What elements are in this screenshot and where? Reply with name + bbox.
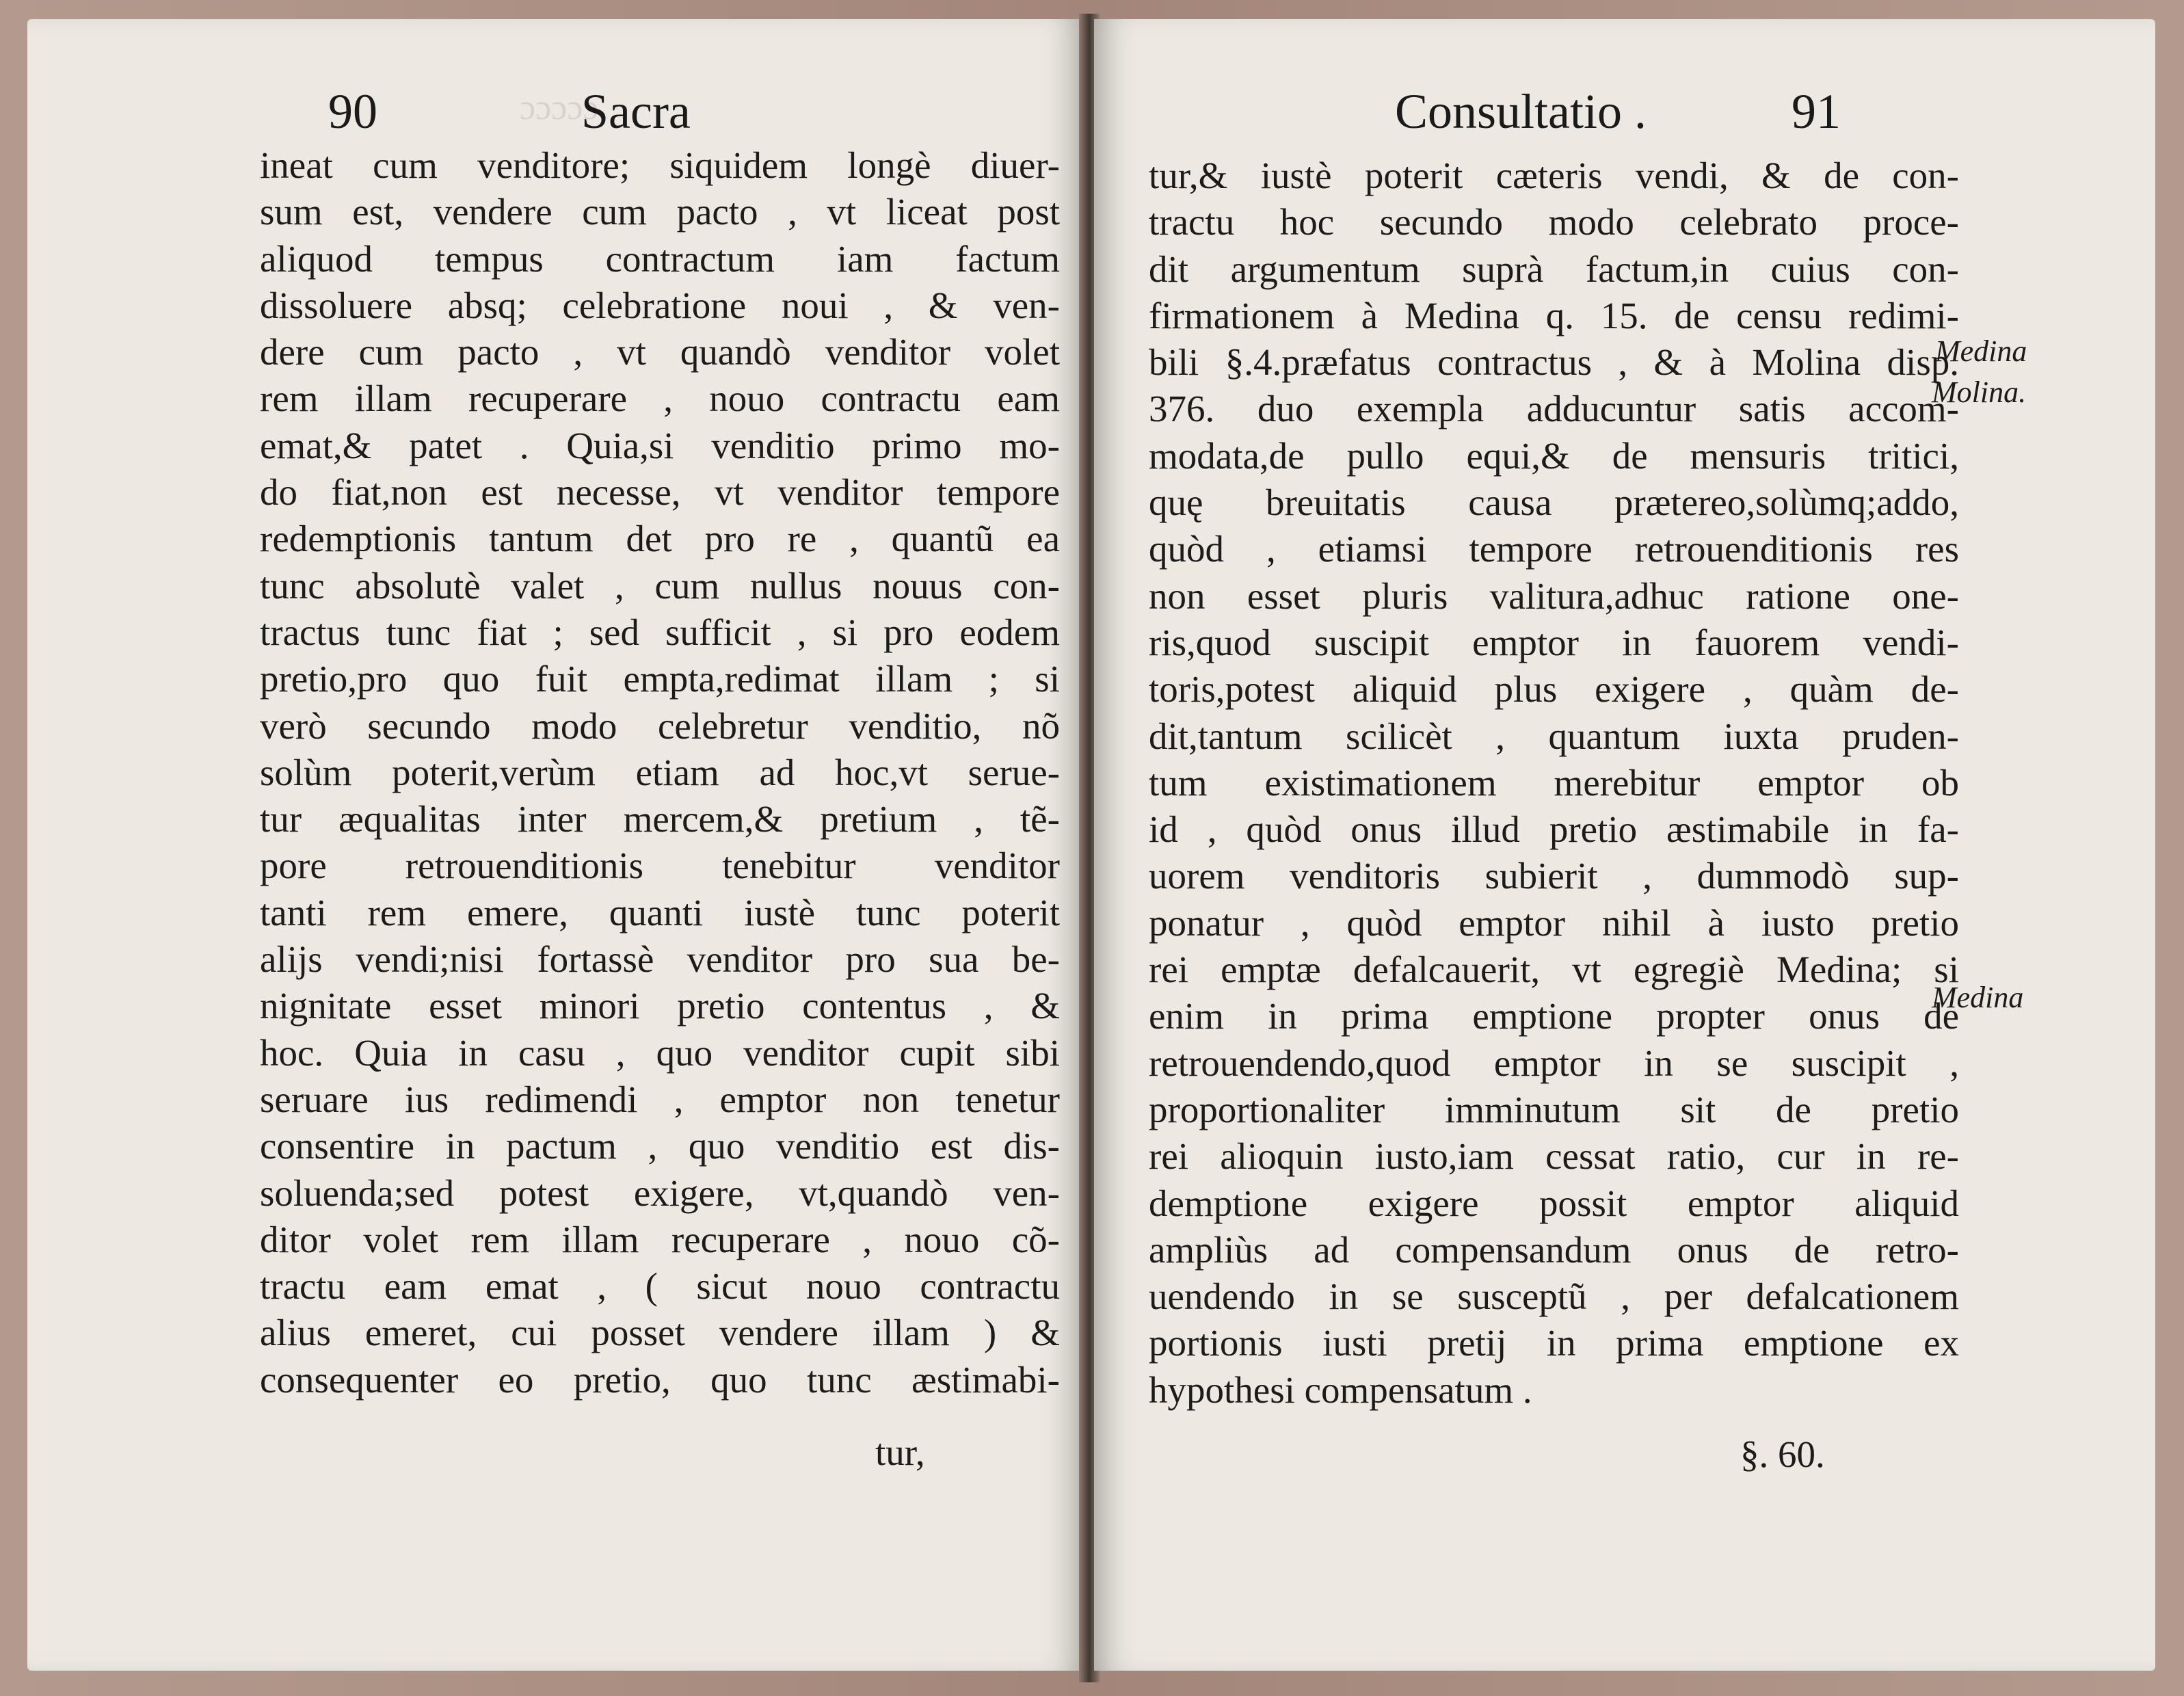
text-line: tum existimationem merebitur emptor ob <box>1149 761 1959 804</box>
text-line: rei alioquin iusto,iam cessat ratio, cur in re- <box>1149 1135 1959 1178</box>
left-page <box>27 19 1084 1671</box>
text-line: sum est, vendere cum pacto , vt liceat post <box>260 191 1060 233</box>
text-line: hoc. Quia in casu , quo venditor cupit sibi <box>260 1031 1060 1074</box>
text-line: dit,tantum scilicèt , quantum iuxta pruden- <box>1149 715 1959 757</box>
right-running-head: Consultatio . <box>1395 84 1647 139</box>
text-line: consentire in pactum , quo venditio est dis- <box>260 1125 1060 1167</box>
text-line: dissoluere absq; celebratione noui , & ven- <box>260 284 1060 326</box>
text-line: consequenter eo pretio, quo tunc æstimabi- <box>260 1358 1060 1401</box>
text-line: rem illam recuperare , nouo contractu eam <box>260 377 1060 420</box>
text-line: tur æqualitas inter mercem,& pretium , tẽ- <box>260 798 1060 840</box>
text-line: tractu eam emat , ( sicut nouo contractu <box>260 1265 1060 1308</box>
text-line: ditor volet rem illam recuperare , nouo cõ- <box>260 1218 1060 1260</box>
text-line: alius emeret, cui posset vendere illam ) & <box>260 1312 1060 1354</box>
text-line: dit argumentum suprà factum,in cuius con- <box>1149 248 1959 290</box>
text-line: tractu hoc secundo modo celebrato proce- <box>1149 201 1959 243</box>
margin-note-medina: Medina <box>1935 334 2027 368</box>
text-line: soluenda;sed potest exigere, vt,quandò ven- <box>260 1171 1060 1214</box>
text-line: seruare ius redimendi , emptor non tenetur <box>260 1078 1060 1120</box>
text-line: non esset pluris valitura,adhuc ratione one- <box>1149 574 1959 617</box>
text-line: tunc absolutè valet , cum nullus nouus con- <box>260 564 1060 607</box>
text-line: solùm poterit,verùm etiam ad hoc,vt serue- <box>260 751 1060 793</box>
text-line: enim in prima emptione propter onus de <box>1149 995 1959 1037</box>
text-line: uorem venditoris subierit , dummodò sup- <box>1149 855 1959 897</box>
right-text-block <box>1149 153 1959 1414</box>
text-line: redemptionis tantum det pro re , quantũ ea <box>260 518 1060 560</box>
text-line: nignitate esset minori pretio contentus , & <box>260 985 1060 1027</box>
text-line: bili §.4.præfatus contractus , & à Molina disp. <box>1149 341 1959 384</box>
text-line: verò secundo modo celebretur venditio, nõ <box>260 704 1060 747</box>
text-line: do fiat,non est necesse, vt venditor tempore <box>260 471 1060 514</box>
right-page <box>1094 19 2155 1671</box>
text-line: alijs vendi;nisi fortassè venditor pro sua be- <box>260 938 1060 981</box>
text-line: rei emptæ defalcauerit, vt egregiè Medina; si <box>1149 949 1959 991</box>
text-line: tractus tunc fiat ; sed sufficit , si pro eodem <box>260 611 1060 653</box>
text-line: 376. duo exempla adducuntur satis accom- <box>1149 388 1959 430</box>
left-text-block <box>260 142 1060 1403</box>
left-running-head: Sacra <box>581 84 691 139</box>
text-line: aliquod tempus contractum iam factum <box>260 237 1060 280</box>
text-line: pore retrouenditionis tenebitur venditor <box>260 845 1060 887</box>
text-line: uendendo in se susceptũ , per defalcationem <box>1149 1275 1959 1318</box>
text-line: pretio,pro quo fuit empta,redimat illam ; si <box>260 658 1060 700</box>
text-line: quę breuitatis causa prætereo,solùmq;addo, <box>1149 481 1959 524</box>
text-line: quòd , etiamsi tempore retrouenditionis res <box>1149 528 1959 570</box>
right-page-number: 91 <box>1792 84 1841 139</box>
text-line: emat,& patet . Quia,si venditio primo mo- <box>260 424 1060 466</box>
text-line: modata,de pullo equi,& de mensuris tritici, <box>1149 434 1959 477</box>
text-line: ampliùs ad compensandum onus de retro- <box>1149 1228 1959 1271</box>
text-line: ineat cum venditore; siquidem longè diuer- <box>260 144 1060 186</box>
text-line: demptione exigere possit emptor aliquid <box>1149 1182 1959 1224</box>
text-line: retrouendendo,quod emptor in se suscipit , <box>1149 1042 1959 1084</box>
text-line: dere cum pacto , vt quandò venditor volet <box>260 331 1060 373</box>
left-catchword: tur, <box>875 1431 925 1473</box>
text-line: tur,& iustè poterit cæteris vendi, & de con- <box>1149 155 1959 196</box>
text-line: id , quòd onus illud pretio æstimabile in fa- <box>1149 808 1959 851</box>
text-line: ris,quod suscipit emptor in fauorem vendi- <box>1149 621 1959 663</box>
bleed-through: ɔɔɔɔɔ <box>520 88 599 127</box>
text-line: portionis iusti pretij in prima emptione ex <box>1149 1322 1959 1364</box>
text-line: tanti rem emere, quanti iustè tunc poterit <box>260 891 1060 933</box>
margin-note-molina: Molina. <box>1932 375 2027 409</box>
text-line: proportionaliter imminutum sit de pretio <box>1149 1088 1959 1130</box>
text-line: ponatur , quòd emptor nihil à iusto pretio <box>1149 901 1959 944</box>
right-signature-mark: §. 60. <box>1740 1433 1825 1475</box>
text-line: firmationem à Medina q. 15. de censu redimi- <box>1149 294 1959 336</box>
text-line: toris,potest aliquid plus exigere , quàm de- <box>1149 668 1959 711</box>
text-line: hypothesi compensatum . <box>1149 1368 1532 1411</box>
left-page-number: 90 <box>328 84 377 139</box>
margin-note-medina-2: Medina <box>1932 981 2024 1014</box>
